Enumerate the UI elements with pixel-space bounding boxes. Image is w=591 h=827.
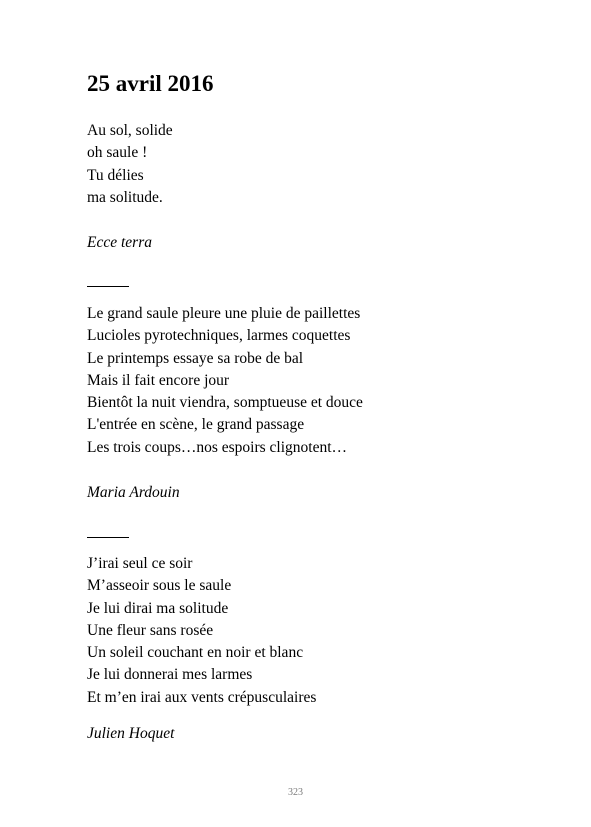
- poem-3-stanza: [87, 553, 316, 709]
- poem-3-author: Julien Hoquet: [87, 725, 175, 742]
- poem-line: oh saule !: [87, 144, 148, 162]
- page-number: 323: [288, 787, 303, 798]
- poem-line: Les trois coups…nos espoirs clignotent…: [87, 438, 348, 456]
- poem-1-stanza: [87, 120, 173, 209]
- poem-line: Une fleur sans rosée: [87, 621, 214, 639]
- poem-line: J’irai seul ce soir: [87, 555, 193, 572]
- poem-1-author: Ecce terra: [87, 234, 152, 251]
- poem-line: Au sol, solide: [87, 122, 173, 139]
- poem-2-stanza: [87, 303, 363, 459]
- poem-line: ma solitude.: [87, 188, 163, 206]
- poem-line: Je lui dirai ma solitude: [87, 599, 229, 617]
- poem-line: Le printemps essaye sa robe de bal: [87, 349, 304, 367]
- poem-line: Mais il fait encore jour: [87, 371, 230, 389]
- poem-2-author: Maria Ardouin: [87, 484, 180, 501]
- poem-line: L'entrée en scène, le grand passage: [87, 416, 305, 434]
- poem-line: Tu délies: [87, 166, 144, 184]
- poem-line: M’asseoir sous le saule: [87, 577, 232, 595]
- poem-line: Lucioles pyrotechniques, larmes coquettes: [87, 327, 351, 345]
- poem-line: Le grand saule pleure une pluie de paillettes: [87, 305, 361, 322]
- page-title: 25 avril 2016: [87, 71, 214, 96]
- poem-line: Bientôt la nuit viendra, somptueuse et douce: [87, 394, 363, 412]
- poem-line: Et m’en irai aux vents crépusculaires: [87, 688, 317, 706]
- separator-line: [87, 286, 129, 287]
- poem-line: Un soleil couchant en noir et blanc: [87, 644, 304, 662]
- separator-line: [87, 537, 129, 538]
- poem-line: Je lui donnerai mes larmes: [87, 666, 253, 684]
